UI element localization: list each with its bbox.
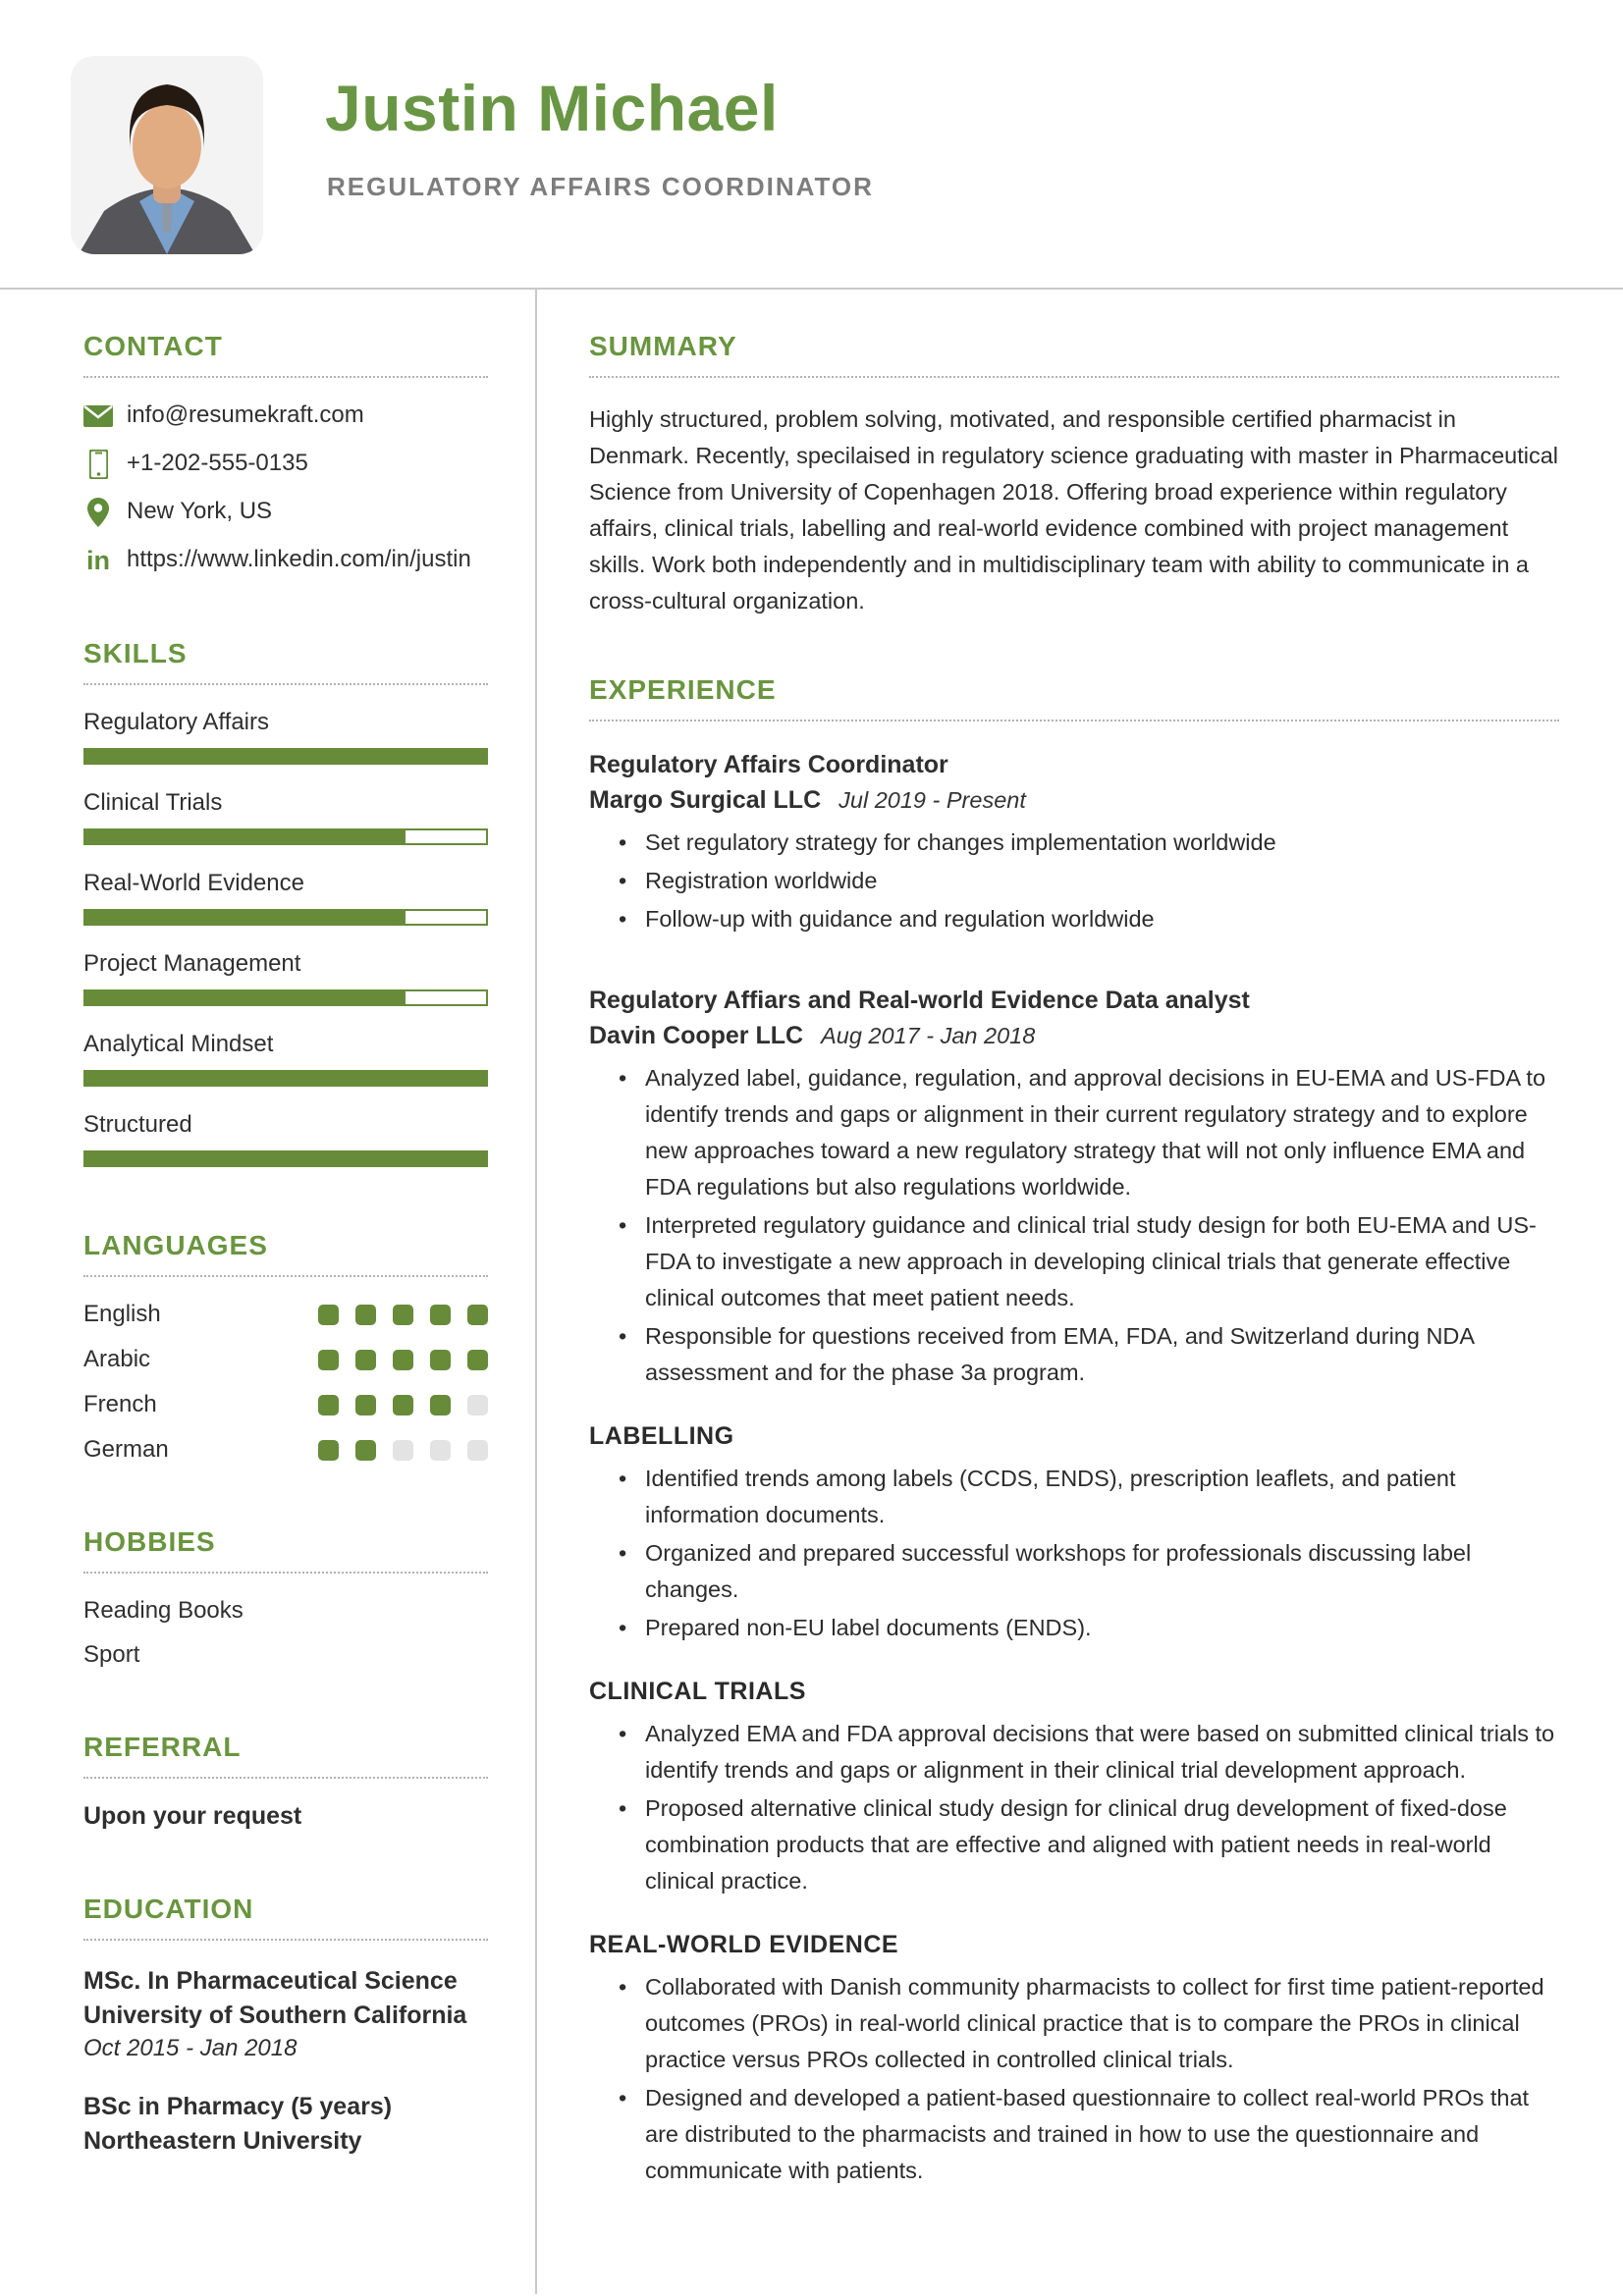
language-level-squares xyxy=(318,1305,488,1325)
dotted-divider xyxy=(83,1777,488,1779)
language-level-squares xyxy=(318,1395,488,1415)
skill-bar xyxy=(83,909,488,926)
phone-icon xyxy=(83,450,113,479)
language-row xyxy=(83,1346,488,1373)
subsection-clinical-trials xyxy=(589,1678,1559,1899)
language-row xyxy=(83,1436,488,1464)
contact-linkedin[interactable]: https://www.linkedin.com/in/justin xyxy=(127,546,471,572)
skill-label: Analytical Mindset xyxy=(83,1031,274,1057)
education-dates: Oct 2015 - Jan 2018 xyxy=(83,2035,298,2061)
hobby-item: Sport xyxy=(83,1641,140,1668)
job-company: Margo Surgical LLC xyxy=(589,786,822,814)
profile-photo-illustration xyxy=(71,56,263,254)
bullet-item: • Follow-up with guidance and regulation worldwide xyxy=(589,901,1559,937)
bullet-item: • Organized and prepared successful workshops for professionals discussing label changes. xyxy=(589,1535,1559,1608)
section-languages xyxy=(83,1230,488,1464)
contact-row-email xyxy=(83,401,488,431)
job-title: Regulatory Affairs Coordinator xyxy=(589,751,948,778)
person-name: Justin Michael xyxy=(325,72,779,144)
email-icon xyxy=(83,401,113,431)
skill-label: Clinical Trials xyxy=(83,789,223,816)
skill-bar xyxy=(83,748,488,765)
bullet-item: • Identified trends among labels (CCDS, ENDS), prescription leaflets, and patient information documents. xyxy=(589,1461,1559,1533)
language-label: German xyxy=(83,1436,169,1463)
bullet-item: • Set regulatory strategy for changes implementation worldwide xyxy=(589,825,1559,861)
section-contact xyxy=(83,331,488,575)
section-referral xyxy=(83,1732,488,1831)
job-dates: Jul 2019 - Present xyxy=(839,787,1026,813)
language-row xyxy=(83,1391,488,1418)
skill-item xyxy=(83,1111,488,1167)
bullet-item: • Proposed alternative clinical study design for clinical drug development of fixed-dose combination products that are effective and aligned with patient needs in real-world clinical practice. xyxy=(589,1790,1559,1899)
dotted-divider xyxy=(83,1275,488,1277)
linkedin-icon: in xyxy=(86,546,110,575)
skill-label: Regulatory Affairs xyxy=(83,709,269,735)
education-school: University of Southern California xyxy=(83,2002,467,2029)
language-label: French xyxy=(83,1391,157,1417)
skill-item xyxy=(83,789,488,845)
bullet-item: • Prepared non-EU label documents (ENDS). xyxy=(589,1610,1559,1646)
dotted-divider xyxy=(83,376,488,378)
language-level-squares xyxy=(318,1350,488,1370)
skill-bar xyxy=(83,828,488,845)
main-column xyxy=(537,290,1623,2294)
education-item xyxy=(83,2090,488,2159)
language-label: Arabic xyxy=(83,1346,151,1372)
education-degree: MSc. In Pharmaceutical Science xyxy=(83,1967,458,1995)
referral-text: Upon your request xyxy=(83,1802,302,1830)
bullet-item: • Registration worldwide xyxy=(589,863,1559,899)
labelling-bullet-list xyxy=(589,1461,1559,1646)
contact-row-linkedin xyxy=(83,546,488,575)
language-row xyxy=(83,1301,488,1328)
profile-photo xyxy=(71,56,263,254)
summary-text: Highly structured, problem solving, motivated, and responsible certified pharmacist in Denmark. Recently, specilaised in regulatory science graduating with master in Pharmaceutical Science from University of Copenhagen 2018. Offering broad experience within regulatory affairs, clinical trials, labelling and real-world evidence combined with project management skills. Work both independently and in multidisciplinary team with ability to communicate in a cross-cultural organization. xyxy=(589,406,1559,614)
bullet-item: • Designed and developed a patient-based questionnaire to collect real-world PROs that are distributed to the pharmacists and trained in how to use the questionnaire and communicate with patients. xyxy=(589,2080,1559,2189)
bullet-item: • Collaborated with Danish community pharmacists to collect for first time patient-reported outcomes (PROs) in real-world clinical practice that is to compare the PROs in clinical practice versus PROs collected in controlled clinical trials. xyxy=(589,1969,1559,2078)
skill-item xyxy=(83,1031,488,1087)
dotted-divider xyxy=(589,720,1559,721)
header xyxy=(0,0,1623,290)
job-bullet-list xyxy=(589,1060,1559,1391)
dotted-divider xyxy=(83,683,488,685)
person-title: REGULATORY AFFAIRS COORDINATOR xyxy=(327,172,874,201)
contact-row-location xyxy=(83,498,488,527)
job-meta xyxy=(589,1022,1559,1050)
section-education xyxy=(83,1894,488,2159)
contact-location: New York, US xyxy=(127,498,273,524)
bullet-item: • Analyzed label, guidance, regulation, and approval decisions in EU-EMA and US-FDA to identify trends and gaps or alignment in their current regulatory strategy and to explore new approaches toward a new regulatory strategy that will not only influence EMA and FDA regulations but also regulations worldwide. xyxy=(589,1060,1559,1205)
section-experience xyxy=(589,674,1559,2189)
skill-bar xyxy=(83,1150,488,1167)
contact-heading: CONTACT xyxy=(83,331,223,361)
skill-label: Real-World Evidence xyxy=(83,870,304,896)
job-dates: Aug 2017 - Jan 2018 xyxy=(821,1023,1036,1048)
language-level-squares xyxy=(318,1440,488,1461)
job-meta xyxy=(589,786,1559,815)
job-title: Regulatory Affiars and Real-world Evidence Data analyst xyxy=(589,987,1250,1014)
skill-item xyxy=(83,950,488,1006)
location-icon xyxy=(83,498,113,527)
education-degree: BSc in Pharmacy (5 years) xyxy=(83,2093,393,2120)
labelling-heading: LABELLING xyxy=(589,1422,734,1450)
skill-item xyxy=(83,709,488,765)
real-world-evidence-heading: REAL-WORLD EVIDENCE xyxy=(589,1931,899,1958)
experience-job xyxy=(589,983,1559,1391)
section-skills xyxy=(83,638,488,1167)
education-heading: EDUCATION xyxy=(83,1894,254,1924)
skill-label: Structured xyxy=(83,1111,192,1138)
hobby-item: Reading Books xyxy=(83,1597,243,1624)
sidebar xyxy=(0,290,535,2294)
language-label: English xyxy=(83,1301,161,1327)
skill-bar xyxy=(83,989,488,1006)
dotted-divider xyxy=(83,1572,488,1574)
subsection-real-world-evidence xyxy=(589,1931,1559,2189)
skill-bar xyxy=(83,1070,488,1087)
skill-item xyxy=(83,870,488,926)
section-summary xyxy=(589,331,1559,619)
clinical-trials-heading: CLINICAL TRIALS xyxy=(589,1678,806,1705)
content xyxy=(0,290,1623,2294)
experience-heading: EXPERIENCE xyxy=(589,674,777,705)
clinical-trials-bullet-list xyxy=(589,1716,1559,1899)
skill-label: Project Management xyxy=(83,950,301,977)
job-company: Davin Cooper LLC xyxy=(589,1022,804,1049)
dotted-divider xyxy=(589,376,1559,378)
hobbies-heading: HOBBIES xyxy=(83,1526,216,1557)
bullet-item: • Analyzed EMA and FDA approval decisions that were based on submitted clinical trials to identify trends and gaps or alignment in their clinical trial development approach. xyxy=(589,1716,1559,1789)
dotted-divider xyxy=(83,1939,488,1941)
subsection-labelling xyxy=(589,1422,1559,1646)
contact-phone: +1-202-555-0135 xyxy=(127,450,308,476)
referral-heading: REFERRAL xyxy=(83,1732,242,1762)
contact-row-phone xyxy=(83,450,488,479)
education-school: Northeastern University xyxy=(83,2127,362,2155)
job-bullet-list xyxy=(589,825,1559,937)
education-item xyxy=(83,1964,488,2062)
bullet-item: • Interpreted regulatory guidance and clinical trial study design for both EU-EMA and US-FDA to investigate a new approach in developing clinical trials that generate effective clinical outcomes that meet patient needs. xyxy=(589,1207,1559,1316)
real-world-evidence-bullet-list xyxy=(589,1969,1559,2189)
languages-heading: LANGUAGES xyxy=(83,1230,268,1260)
experience-job xyxy=(589,747,1559,937)
bullet-item: • Responsible for questions received from EMA, FDA, and Switzerland during NDA assessment and for the phase 3a program. xyxy=(589,1318,1559,1391)
contact-email[interactable]: info@resumekraft.com xyxy=(127,401,364,428)
section-hobbies xyxy=(83,1526,488,1669)
skills-heading: SKILLS xyxy=(83,638,188,668)
summary-heading: SUMMARY xyxy=(589,331,737,361)
